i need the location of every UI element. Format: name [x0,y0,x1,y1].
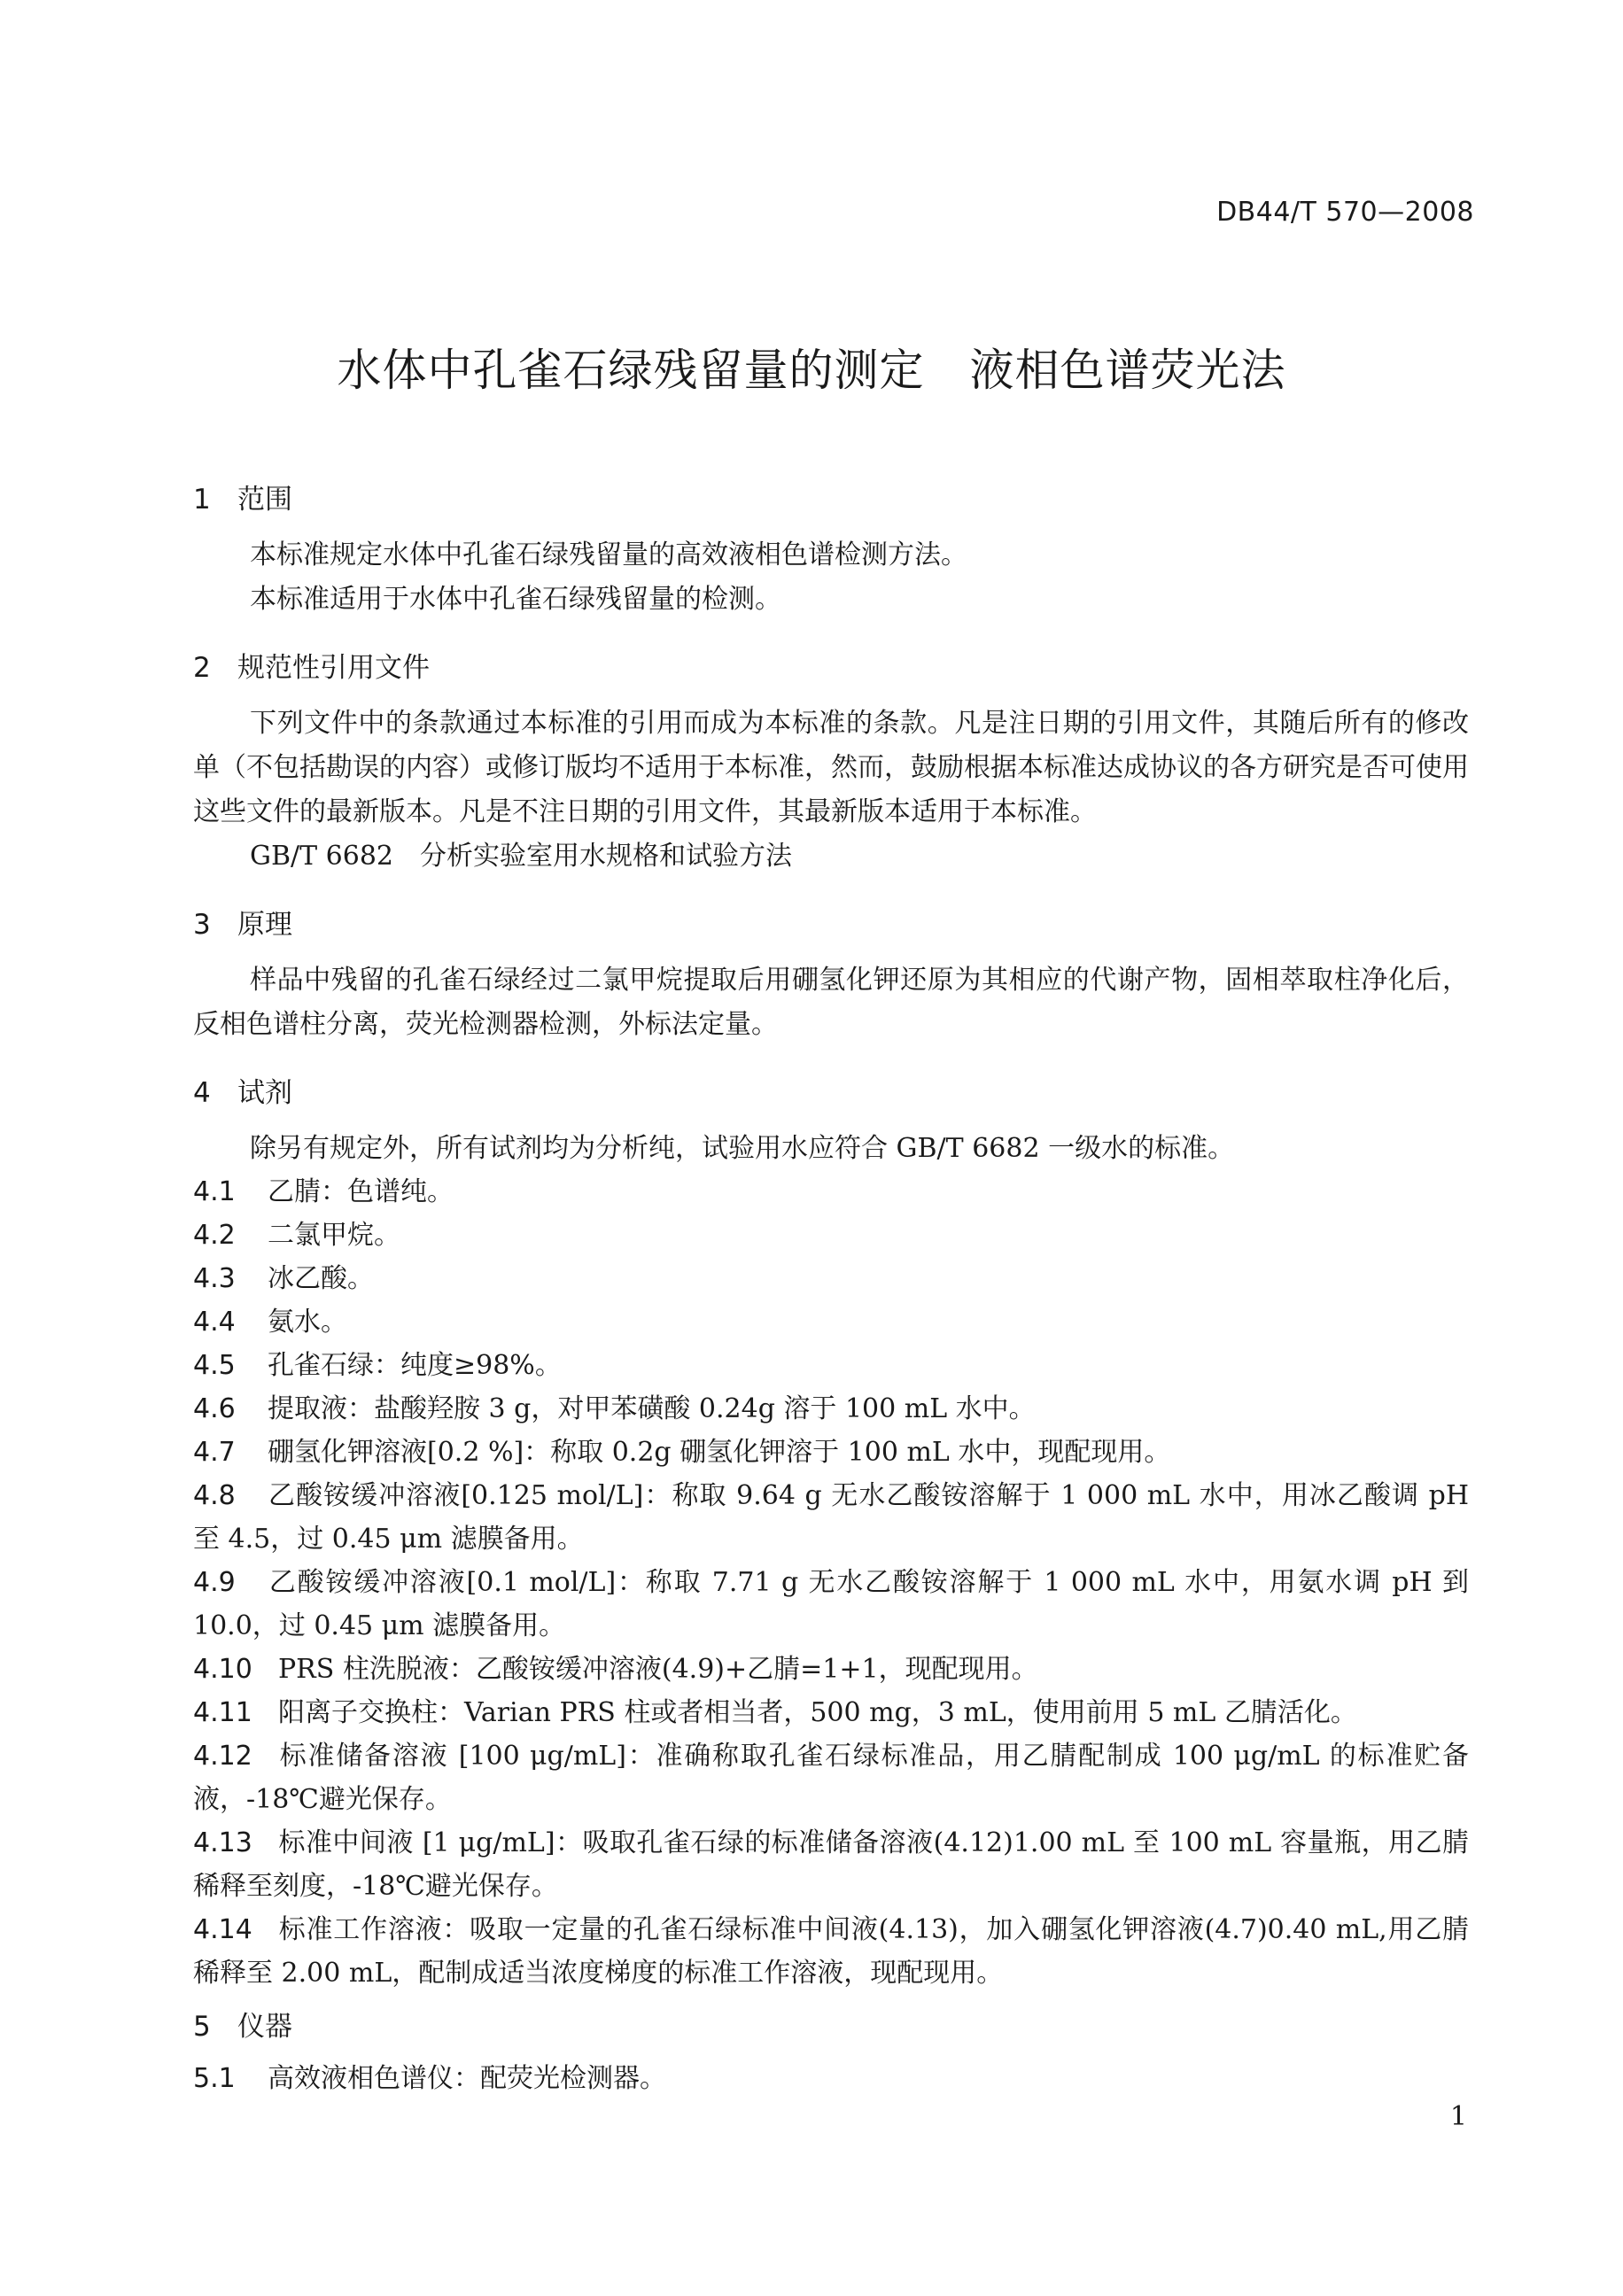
item-text: 标准工作溶液：吸取一定量的孔雀石绿标准中间液(4.13)，加入硼氢化钾溶液(4.7)0.40 mL,用乙腈稀释至 2.00 mL，配制成适当浓度梯度的标准工作溶液，现配现用。 [193,1914,1469,1989]
section-number: 2 [193,652,211,684]
item-text: 标准储备溶液 [100 μg/mL]：准确称取孔雀石绿标准品，用乙腈配制成 100 μg/mL 的标准贮备液，-18℃避光保存。 [193,1741,1469,1815]
item-text: 氨水。 [268,1307,347,1338]
scope-paragraph-2: 本标准适用于水体中孔雀石绿残留量的检测。 [250,584,781,615]
item-text: 标准中间液 [1 μg/mL]：吸取孔雀石绿的标准储备溶液(4.12)1.00 mL 至 100 mL 容量瓶，用乙腈稀释至刻度，-18℃避光保存。 [193,1827,1469,1902]
section-heading-normative-references [193,645,430,685]
item-number: 4.14 [193,1914,252,1945]
reference-gbt-6682: GB/T 6682 分析实验室用水规格和试验方法 [250,841,793,872]
principle-paragraph: 样品中残留的孔雀石绿经过二氯甲烷提取后用硼氢化钾还原为其相应的代谢产物，固相萃取柱净化后，反相色谱柱分离，荧光检测器检测，外标法定量。 [193,965,1469,1040]
item-text: 阳离子交换柱：Varian PRS 柱或者相当者，500 mg，3 mL，使用前用 5 mL 乙腈活化。 [278,1697,1357,1728]
item-number: 4.2 [193,1220,236,1251]
scope-paragraph-1: 本标准规定水体中孔雀石绿残留量的高效液相色谱检测方法。 [250,539,967,570]
item-number: 4.12 [193,1741,252,1772]
page-number: 1 [1449,2101,1467,2132]
reagent-item [193,1214,1469,1257]
item-text: 二氯甲烷。 [268,1220,400,1251]
reagent-item [193,1821,1469,1908]
item-number: 4.11 [193,1697,252,1728]
section-title: 仪器 [237,2011,292,2043]
item-number: 5.1 [193,2063,236,2094]
item-number: 4.6 [193,1393,236,1424]
reagent-item [193,1387,1469,1431]
item-text: 孔雀石绿：纯度≥98%。 [268,1350,562,1381]
reagent-item [193,1474,1469,1561]
item-number: 4.4 [193,1307,236,1338]
item-number: 4.8 [193,1480,236,1511]
item-text: PRS 柱洗脱液：乙酸铵缓冲溶液(4.9)+乙腈=1+1，现配现用。 [278,1654,1038,1685]
item-number: 4.7 [193,1437,236,1468]
item-number: 4.10 [193,1654,252,1685]
item-text: 硼氢化钾溶液[0.2 %]：称取 0.2g 硼氢化钾溶于 100 mL 水中，现配现用。 [268,1437,1171,1468]
reagent-item [193,1300,1469,1344]
section-heading-principle [193,902,292,942]
reagent-item [193,1170,1469,1214]
item-text: 高效液相色谱仪：配荧光检测器。 [268,2063,666,2094]
reagent-item [193,1648,1469,1691]
reagent-item [193,1734,1469,1821]
item-number: 4.13 [193,1827,252,1858]
section-title: 试剂 [237,1077,292,1109]
reagents-intro: 除另有规定外，所有试剂均为分析纯，试验用水应符合 GB/T 6682 一级水的标准。 [250,1133,1235,1164]
reagent-item [193,1908,1469,1995]
section-title: 规范性引用文件 [237,652,430,684]
section-heading-reagents [193,1070,292,1110]
reagent-item [193,1257,1469,1300]
section-number: 3 [193,909,211,941]
item-number: 4.5 [193,1350,236,1381]
reagent-item [193,1431,1469,1474]
section-title: 原理 [237,909,292,941]
reagent-item [193,1561,1469,1648]
section-number: 4 [193,1077,211,1109]
references-paragraph: 下列文件中的条款通过本标准的引用而成为本标准的条款。凡是注日期的引用文件，其随后所有的修改单（不包括勘误的内容）或修订版均不适用于本标准，然而，鼓励根据本标准达成协议的各方研究是否可使用这些文件的最新版本。凡是不注日期的引用文件，其最新版本适用于本标准。 [193,708,1469,827]
section-number: 5 [193,2011,211,2043]
item-text: 乙腈：色谱纯。 [268,1176,454,1207]
item-text: 冰乙酸。 [268,1263,374,1294]
standard-code: DB44/T 570—2008 [1216,197,1474,228]
document-title: 水体中孔雀石绿残留量的测定 液相色谱荧光法 [337,345,1286,396]
item-text: 提取液：盐酸羟胺 3 g，对甲苯磺酸 0.24g 溶于 100 mL 水中。 [268,1393,1036,1424]
reagent-item [193,1344,1469,1387]
item-text: 乙酸铵缓冲溶液[0.1 mol/L]：称取 7.71 g 无水乙酸铵溶解于 1 000 mL 水中，用氨水调 pH 到 10.0，过 0.45 μm 滤膜备用。 [193,1567,1469,1641]
item-number: 4.1 [193,1176,236,1207]
item-text: 乙酸铵缓冲溶液[0.125 mol/L]：称取 9.64 g 无水乙酸铵溶解于 1 000 mL 水中，用冰乙酸调 pH 至 4.5，过 0.45 μm 滤膜备用。 [193,1480,1469,1555]
section-heading-apparatus [193,2004,292,2044]
item-number: 4.3 [193,1263,236,1294]
section-heading-scope [193,477,292,516]
section-number: 1 [193,484,211,516]
section-title: 范围 [237,484,292,516]
item-number: 4.9 [193,1567,236,1598]
apparatus-item [193,2057,1469,2100]
reagent-item [193,1691,1469,1734]
